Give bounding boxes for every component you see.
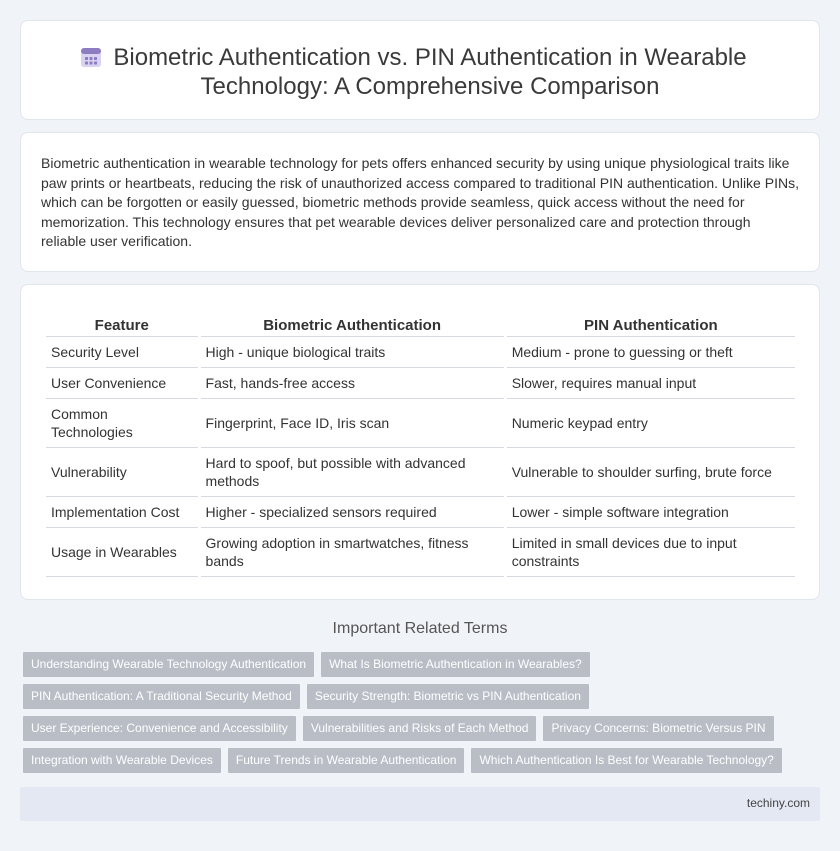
table-cell: Implementation Cost (46, 497, 198, 528)
table-header-feature: Feature (46, 313, 198, 337)
footer (20, 787, 820, 821)
title-card (20, 20, 820, 120)
table-row (46, 337, 795, 368)
table-cell: Usage in Wearables (46, 528, 198, 577)
intro-card (20, 132, 820, 272)
related-term-tag[interactable]: Security Strength: Biometric vs PIN Authentication (307, 684, 589, 709)
related-term-tag[interactable]: Which Authentication Is Best for Wearable Technology? (471, 748, 781, 773)
table-cell: Fast, hands-free access (201, 368, 504, 399)
table-header-biometric: Biometric Authentication (201, 313, 504, 337)
table-row (46, 528, 795, 577)
intro-paragraph: Biometric authentication in wearable technology for pets offers enhanced security by using unique physiological traits like paw prints or heartbeats, reducing the risk of unauthorized access compared to traditional PIN authentication. Unlike PINs, which can be forgotten or easily guessed, biometric methods provide seamless, quick access without the need for memorization. This technology ensures that pet wearable devices deliver personalized care and protection through reliable user verification. (41, 155, 799, 249)
table-cell: Fingerprint, Face ID, Iris scan (201, 399, 504, 448)
table-row (46, 497, 795, 528)
table-row (46, 448, 795, 497)
comparison-table-card (20, 284, 820, 600)
related-term-tag[interactable]: What Is Biometric Authentication in Wearables? (321, 652, 590, 677)
table-cell: High - unique biological traits (201, 337, 504, 368)
footer-site-link[interactable]: techiny.com (746, 796, 810, 810)
table-cell: Common Technologies (46, 399, 198, 448)
table-cell: Vulnerability (46, 448, 198, 497)
page-title: Biometric Authentication vs. PIN Authentication in Wearable Technology: A Comprehensive Comparison (113, 44, 747, 100)
table-cell: Limited in small devices due to input constraints (507, 528, 795, 577)
table-cell: Medium - prone to guessing or theft (507, 337, 795, 368)
related-term-tag[interactable]: Future Trends in Wearable Authentication (228, 748, 465, 773)
table-cell: Numeric keypad entry (507, 399, 795, 448)
table-cell: Growing adoption in smartwatches, fitness bands (201, 528, 504, 577)
table-header-pin: PIN Authentication (507, 313, 795, 337)
related-term-tag[interactable]: Understanding Wearable Technology Authentication (23, 652, 314, 677)
related-term-tag[interactable]: PIN Authentication: A Traditional Security Method (23, 684, 300, 709)
related-terms-list (23, 652, 823, 780)
table-cell: User Convenience (46, 368, 198, 399)
comparison-table (43, 313, 798, 577)
table-row (46, 399, 795, 448)
table-cell: Hard to spoof, but possible with advanced methods (201, 448, 504, 497)
related-term-tag[interactable]: User Experience: Convenience and Accessibility (23, 716, 296, 741)
related-terms-heading: Important Related Terms (332, 620, 508, 637)
table-row (46, 368, 795, 399)
related-term-tag[interactable]: Vulnerabilities and Risks of Each Method (303, 716, 537, 741)
table-cell: Higher - specialized sensors required (201, 497, 504, 528)
table-cell: Slower, requires manual input (507, 368, 795, 399)
table-cell: Vulnerable to shoulder surfing, brute force (507, 448, 795, 497)
related-term-tag[interactable]: Integration with Wearable Devices (23, 748, 221, 773)
table-cell: Security Level (46, 337, 198, 368)
table-cell: Lower - simple software integration (507, 497, 795, 528)
related-term-tag[interactable]: Privacy Concerns: Biometric Versus PIN (543, 716, 773, 741)
